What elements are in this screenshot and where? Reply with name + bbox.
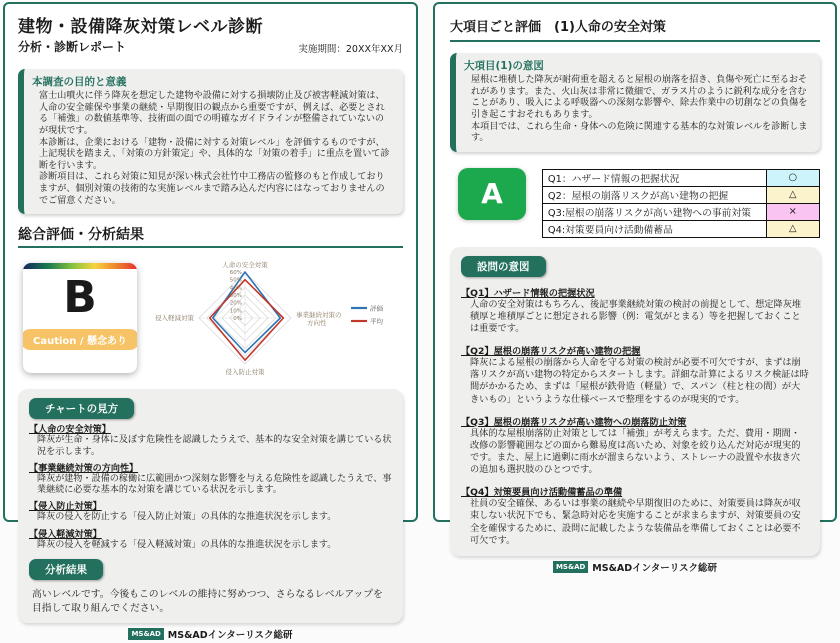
intent-title: 大項目(1)の意図 bbox=[464, 60, 544, 72]
svg-text:評価: 評価 bbox=[370, 304, 383, 313]
msad-logo: MS&AD bbox=[128, 628, 163, 639]
purpose-title: 本調査の目的と意義 bbox=[32, 76, 127, 88]
svg-text:侵入防止対策: 侵入防止対策 bbox=[225, 368, 265, 377]
table-row bbox=[542, 220, 819, 237]
analysis-button-row bbox=[29, 558, 392, 580]
footer-company-name: MS&ADインターリスク総研 bbox=[592, 562, 718, 574]
svg-text:60%: 60% bbox=[229, 270, 242, 277]
page-footer bbox=[450, 556, 820, 576]
guide-term: 【人命の安全対策】 bbox=[29, 425, 111, 436]
question-desc: 社員の安全確保、あるいは事業の継続や早期復旧のために、対策要員は降灰が収束しない状況下でも、緊急時対応を実施することが求まらますが、対策要員の安全を確保するために、設問に記載したような装備品を準備しておくことは必要不可欠です。 bbox=[470, 498, 801, 546]
page-title: 建物・設備降灰対策レベル診断 bbox=[18, 17, 263, 37]
guide-desc: 降灰の侵入を軽減する「侵入軽減対策」の具体的な推進状況を示します。 bbox=[37, 539, 337, 550]
svg-text:50%: 50% bbox=[229, 277, 242, 284]
question-label: Q4:対策要員向け活動備蓄品 bbox=[542, 220, 766, 237]
question-intent-button: 設問の意図 bbox=[461, 256, 546, 277]
overall-grade-letter: B bbox=[63, 272, 97, 324]
category-grade-badge: A bbox=[458, 168, 526, 220]
caution-badge: Caution / 懸念あり bbox=[23, 329, 137, 350]
guide-item bbox=[29, 461, 392, 497]
question-term: 【Q1】ハザード情報の把握状況 bbox=[461, 287, 595, 299]
question-item bbox=[461, 285, 809, 335]
intent-paragraph: 屋根に堆積した降灰が耐荷重を超えると屋根の崩落を招き、負傷や死亡に至るおそれがあります。また、火山灰は非常に微細で、ガラス片のように鋭利な成分を含むことがあり、吸入による呼吸器への深刻な影響や、除去作業中の切創などの負傷を引き起こすおそれもあります。 bbox=[471, 75, 808, 120]
svg-text:10%: 10% bbox=[229, 308, 242, 315]
question-desc: 降灰による屋根の崩落から人命を守る対策の検討が必要不可欠ですが、まずは崩落リスクが高い建物の特定からスタートします。詳細な計算によるリスク検証は時間がかかるため、まずは「屋根が鉄骨造（軽量）で、スパン（柱と柱の間）が大きいもの」というような仕様ベースで整理をするのが現実的です。 bbox=[470, 357, 809, 405]
table-mark-cell: △ bbox=[766, 220, 819, 237]
summary-section-title: 総合評価・分析結果 bbox=[18, 224, 403, 248]
guide-desc: 降灰の侵入を防止する「侵入防止対策」の具体的な推進状況を示します。 bbox=[37, 512, 337, 523]
svg-text:平均: 平均 bbox=[370, 317, 383, 326]
question-desc: 具体的な屋根崩落防止対策としては「補強」が考えらます。ただ、費用・期間・改修の影響範囲などの面から難易度は高いため、対象を絞り込んだ対応が現実的です。また、屋上に過剰に雨水が溜まらないよう、ストレーナの設置や水抜き穴の追加も選択肢のひとつです。 bbox=[470, 427, 801, 476]
svg-text:事業継続対策の: 事業継続対策の bbox=[296, 311, 342, 320]
purpose-paragraph: 診断項目は、これら対策に知見が深い株式会社竹中工務店の監修のもと作成しておりますが、個別対策の技術的な実施レベルまで踏み込んだ内容にはなっておりませんのでご留意ください。 bbox=[39, 172, 385, 206]
page-category-evaluation bbox=[433, 2, 837, 574]
svg-text:30%: 30% bbox=[229, 293, 242, 300]
guide-item bbox=[29, 527, 392, 551]
question-score-table bbox=[542, 169, 820, 238]
question-item bbox=[461, 484, 809, 547]
overall-grade-card bbox=[23, 263, 137, 373]
question-term: 【Q4】対策要員向け活動備蓄品の準備 bbox=[461, 487, 623, 499]
msad-logo: MS&AD bbox=[553, 561, 588, 572]
question-term: 【Q2】屋根の崩落リスクが高い建物の把握 bbox=[461, 346, 641, 358]
page-footer bbox=[18, 623, 403, 643]
svg-text:人命の安全対策: 人命の安全対策 bbox=[222, 261, 268, 270]
category-page-title: 大項目ごと評価 (1)人命の安全対策 bbox=[450, 16, 820, 42]
page-overview bbox=[3, 2, 418, 641]
grade-scale-gradient bbox=[23, 263, 137, 269]
guide-term: 【侵入軽減対策】 bbox=[29, 529, 102, 540]
purpose-box bbox=[18, 69, 403, 214]
purpose-paragraph: 富士山噴火に伴う降灰を想定した建物や設備に対する損壊防止及び被害軽減対策は、人命の安全確保や事業の継続・早期復旧の観点から重要ですが、例えば、必要とされる「補強」の数値基準等、技術面の面での明確なガイドラインが整備されていないのが現状です。 bbox=[39, 91, 385, 136]
period-label: 実施期間：20XX年XX月 bbox=[298, 44, 403, 55]
summary-row bbox=[18, 256, 403, 380]
purpose-paragraph: 本診断は、企業における「建物・設備に対する対策レベル」を評価するものですが、上記現状を踏まえ、「対策の方針策定」や、具体的な「対策の着手」に重点を置いて診断を行います。 bbox=[39, 137, 390, 171]
question-label: Q1：ハザード情報の把握状況 bbox=[542, 169, 766, 186]
question-item bbox=[461, 343, 809, 406]
page-subtitle: 分析・診断レポート bbox=[18, 40, 127, 54]
chart-guide-button: チャートの見方 bbox=[29, 398, 134, 419]
intent-paragraph: 本項目では、これら生命・身体への危険に関連する基本的な対策レベルを診断します。 bbox=[471, 121, 808, 144]
svg-text:40%: 40% bbox=[229, 285, 242, 292]
question-term: 【Q3】屋根の崩落リスクが高い建物への崩落防止対策 bbox=[461, 416, 687, 428]
radar-chart-area bbox=[141, 256, 403, 380]
guide-term: 【事業継続対策の方向性】 bbox=[29, 463, 139, 474]
guide-desc: 降灰が建物・設備の稼働に広範囲かつ深刻な影響を与える危険性を認識したうえで、事業継続に必要な基本的な対策を講じている状況を示します。 bbox=[37, 473, 392, 496]
question-item bbox=[461, 414, 809, 477]
guide-desc: 降灰が生命・身体に及ぼす危険性を認識したうえで、基本的な安全対策を講じている状況を示します。 bbox=[37, 435, 392, 457]
table-row bbox=[542, 186, 819, 203]
evaluation-row bbox=[458, 168, 820, 238]
svg-text:方向性: 方向性 bbox=[307, 319, 327, 328]
table-mark-cell: × bbox=[766, 203, 819, 220]
svg-text:0%: 0% bbox=[233, 316, 242, 323]
analysis-result-text: 高いレベルです。今後もこのレベルの維持に努めつつ、さらなるレベルアップを目指して取り組んでください。 bbox=[32, 588, 383, 614]
question-intent-box bbox=[450, 247, 820, 556]
question-label: Q3:屋根の崩落リスクが高い建物への事前対策 bbox=[542, 203, 766, 220]
table-row bbox=[542, 203, 819, 220]
svg-text:侵入軽減対策: 侵入軽減対策 bbox=[155, 314, 194, 323]
guide-item bbox=[29, 422, 392, 458]
guide-term: 【侵入防止対策】 bbox=[29, 502, 102, 513]
subtitle-row bbox=[18, 38, 403, 55]
question-desc: 人命の安全対策はもちろん、後記事業継続対策の検討の前提として、想定降灰堆積厚と堆積厚ごとに想定される影響（例：電気がとまる）等を把握しておくことは重要です。 bbox=[470, 298, 802, 335]
table-mark-cell: △ bbox=[766, 186, 819, 203]
guide-item bbox=[29, 499, 392, 523]
radar-chart bbox=[141, 256, 403, 376]
svg-text:20%: 20% bbox=[229, 300, 242, 307]
chart-guide-box bbox=[18, 389, 403, 623]
footer-company-name: MS&ADインターリスク総研 bbox=[167, 629, 293, 641]
table-row bbox=[542, 169, 819, 186]
question-label: Q2：屋根の崩落リスクが高い建物の把握 bbox=[542, 186, 766, 203]
table-mark-cell: ○ bbox=[766, 169, 819, 186]
intent-box bbox=[450, 53, 820, 152]
analysis-result-button: 分析結果 bbox=[29, 559, 103, 580]
